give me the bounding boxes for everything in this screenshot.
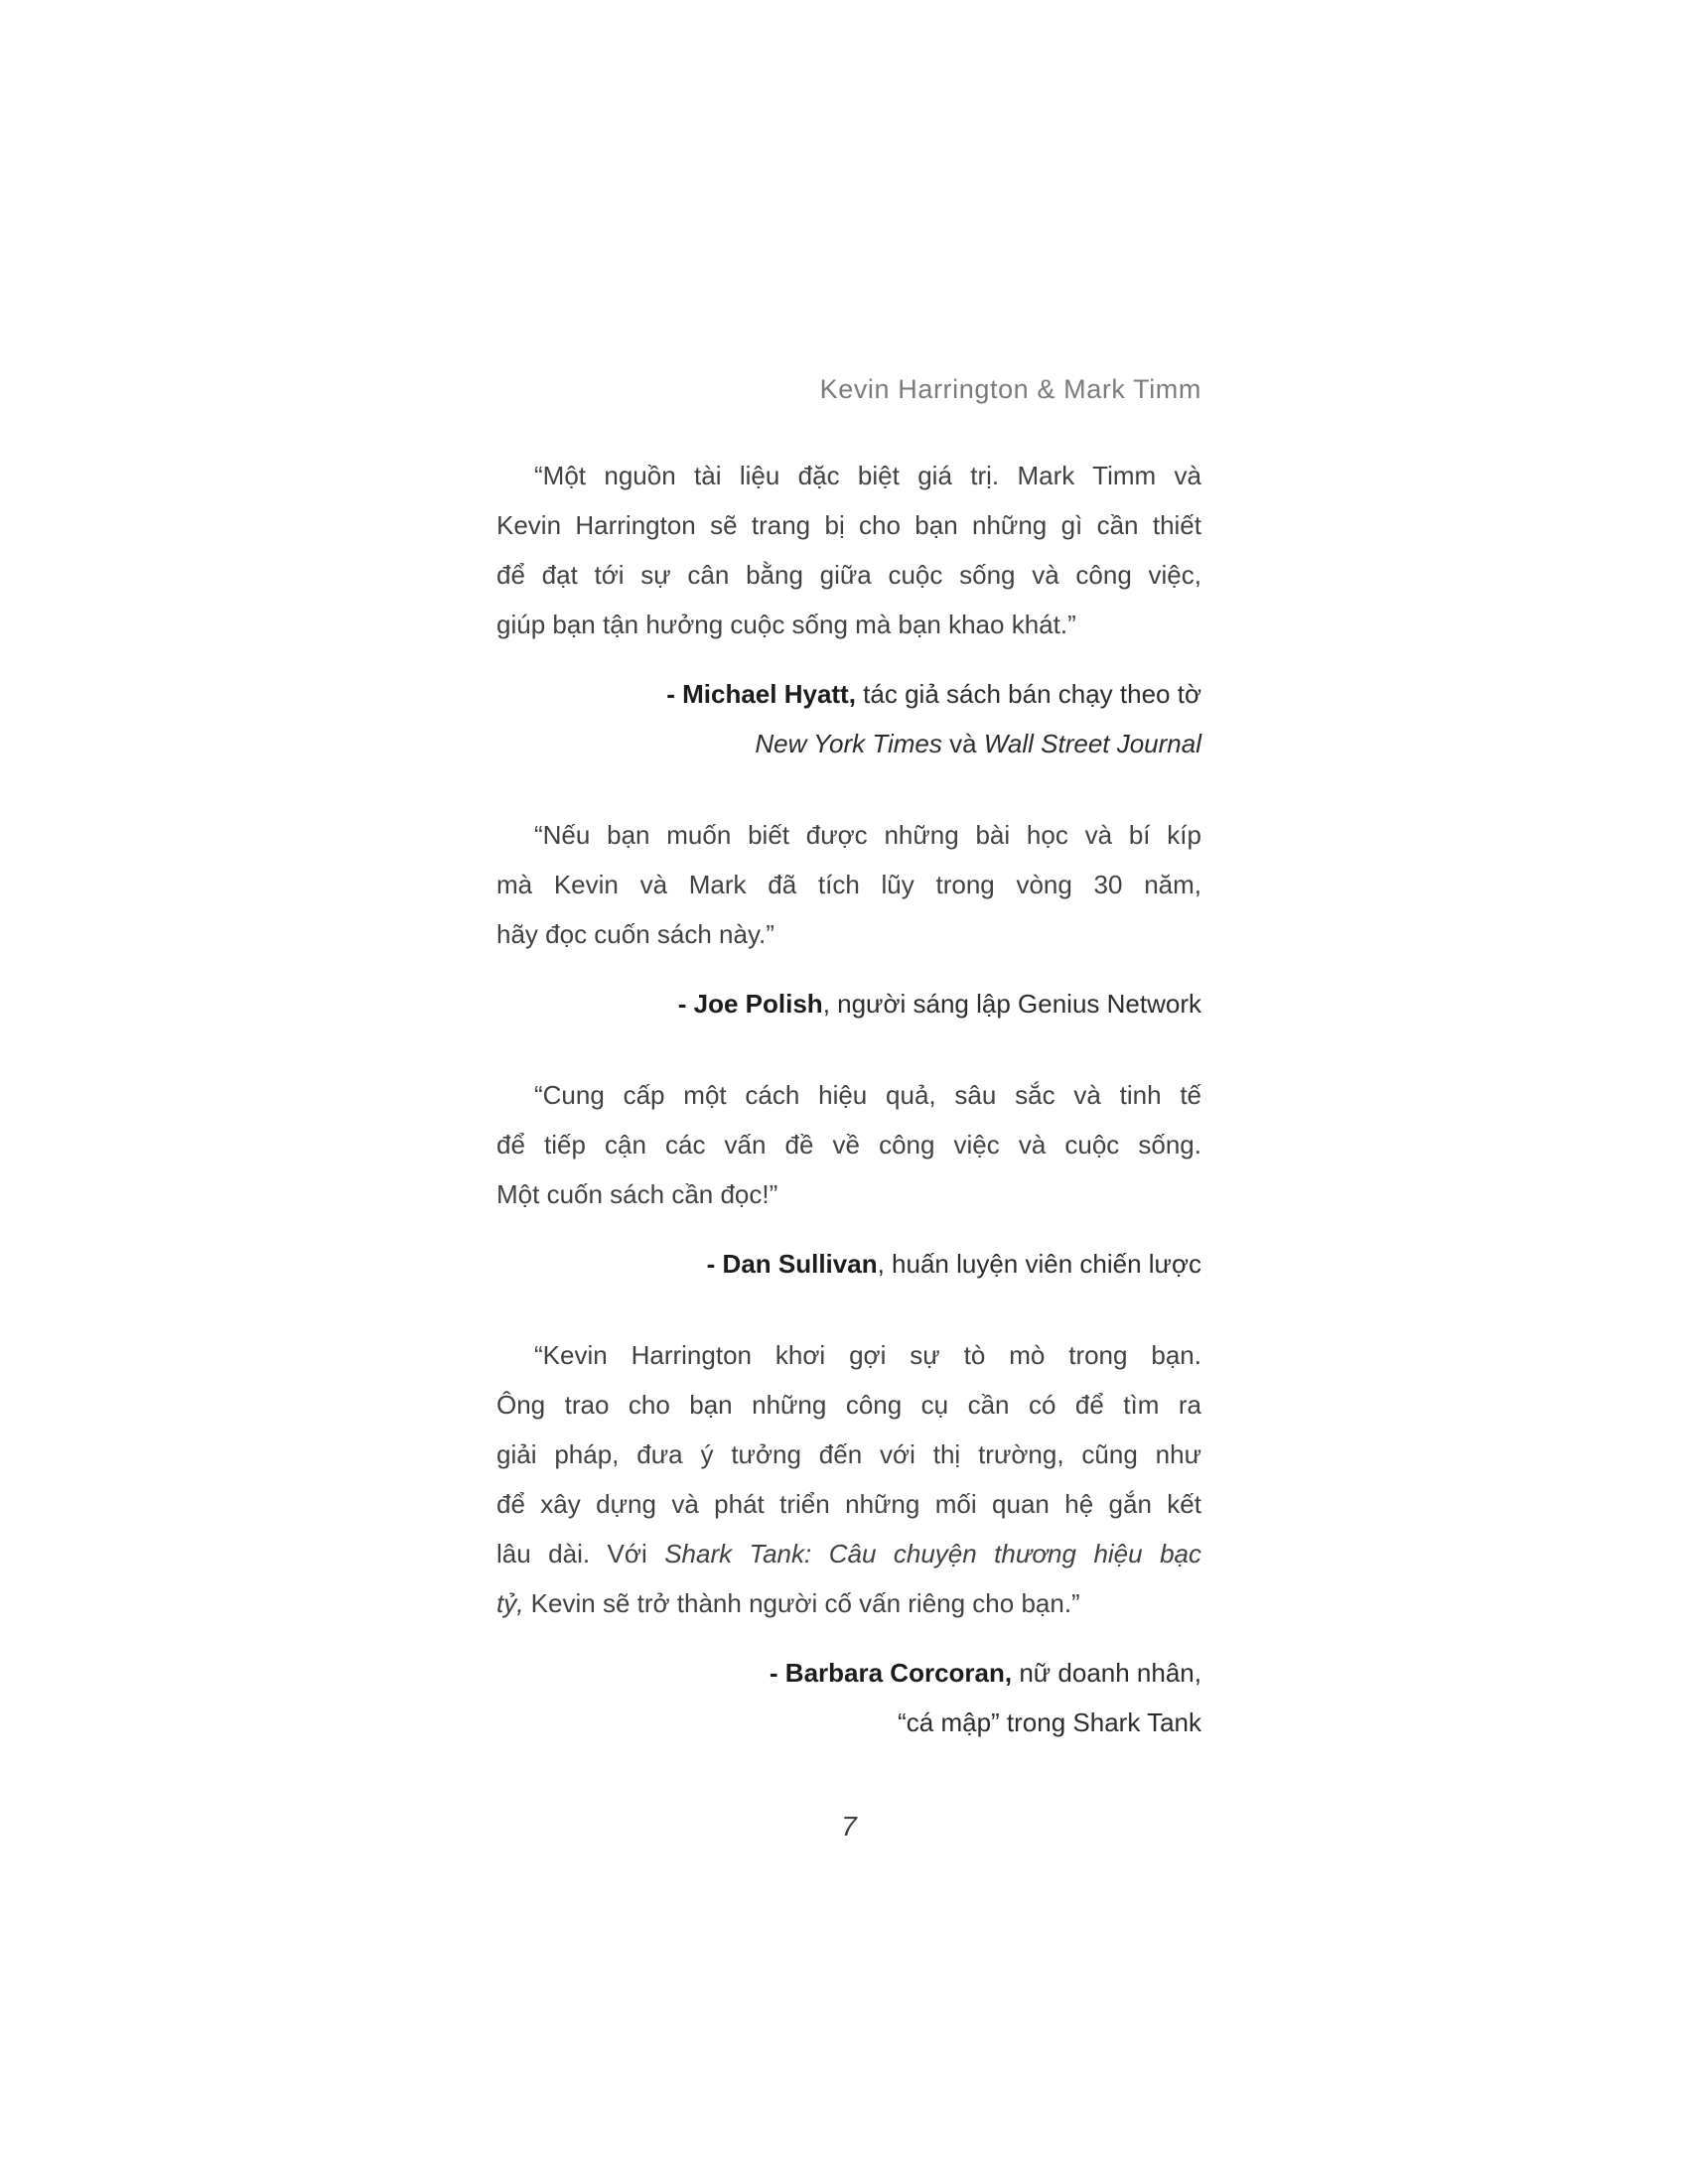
text-segment: tỷ, <box>496 1588 524 1618</box>
text-segment: nữ doanh nhân, <box>1012 1658 1201 1688</box>
attribution <box>496 669 1201 768</box>
running-head: Kevin Harrington & Mark Timm <box>819 374 1201 404</box>
attribution-line <box>496 669 1201 719</box>
text-segment: Một cuốn sách cần đọc!” <box>496 1179 778 1209</box>
attribution-line <box>496 719 1201 768</box>
attribution-line <box>496 1648 1201 1698</box>
text-segment: giải pháp, đưa ý tưởng đến với thị trường, cũng như <box>496 1439 1201 1469</box>
testimonial <box>496 810 1201 1028</box>
quote-line <box>496 550 1201 600</box>
text-segment: lâu dài. Với <box>496 1539 665 1569</box>
text-segment: , huấn luyện viên chiến lược <box>877 1249 1201 1279</box>
quote-line <box>496 1330 1201 1380</box>
text-segment: và <box>941 729 984 758</box>
quote-line <box>496 1169 1201 1219</box>
attribution <box>496 1648 1201 1747</box>
quote-line <box>496 860 1201 909</box>
quote <box>496 1070 1201 1219</box>
quote-line <box>496 1380 1201 1430</box>
text-segment: “Cung cấp một cách hiệu quả, sâu sắc và tinh tế <box>534 1080 1201 1110</box>
text-segment: để tiếp cận các vấn đề về công việc và cuộc sống. <box>496 1130 1201 1160</box>
text-segment: hãy đọc cuốn sách này.” <box>496 919 774 949</box>
text-segment: để đạt tới sự cân bằng giữa cuộc sống và công việc, <box>496 560 1201 590</box>
attribution-line <box>496 1698 1201 1747</box>
quote-line <box>496 1430 1201 1479</box>
quote-line <box>496 1479 1201 1529</box>
testimonial <box>496 1070 1201 1289</box>
text-segment: Kevin sẽ trở thành người cố vấn riêng cho bạn.” <box>523 1588 1080 1618</box>
text-segment: - Barbara Corcoran, <box>769 1658 1013 1688</box>
page-number: 7 <box>841 1811 857 1842</box>
testimonial <box>496 451 1201 768</box>
attribution <box>496 979 1201 1028</box>
text-segment: giúp bạn tận hưởng cuộc sống mà bạn khao khát.” <box>496 610 1076 639</box>
text-segment: để xây dựng và phát triển những mối quan hệ gắn kết <box>496 1489 1201 1519</box>
text-segment: - Dan Sullivan <box>706 1249 878 1279</box>
text-segment: “Nếu bạn muốn biết được những bài học và bí kíp <box>534 820 1201 850</box>
attribution <box>496 1239 1201 1289</box>
text-segment: Ông trao cho bạn những công cụ cần có để tìm ra <box>496 1390 1201 1420</box>
quote-line <box>496 600 1201 649</box>
quote-line <box>496 909 1201 959</box>
text-block <box>496 0 1201 1851</box>
quote <box>496 1330 1201 1628</box>
testimonial <box>496 1330 1201 1747</box>
text-segment: - Joe Polish <box>677 989 823 1019</box>
text-segment: Shark Tank: Câu chuyện thương hiệu bạc <box>664 1539 1201 1569</box>
quote-line <box>496 451 1201 500</box>
text-segment: Kevin Harrington sẽ trang bị cho bạn những gì cần thiết <box>496 510 1201 540</box>
text-segment: “Một nguồn tài liệu đặc biệt giá trị. Mark Timm và <box>534 461 1201 490</box>
attribution-line <box>496 979 1201 1028</box>
quote-line <box>496 1529 1201 1578</box>
text-segment: , người sáng lập Genius Network <box>822 989 1201 1019</box>
text-segment: mà Kevin và Mark đã tích lũy trong vòng 30 năm, <box>496 870 1201 899</box>
text-segment: tác giả sách bán chạy theo tờ <box>855 679 1201 709</box>
quote-line <box>496 500 1201 550</box>
quote-line <box>496 1070 1201 1120</box>
quote-line <box>496 1120 1201 1169</box>
testimonials-list <box>496 451 1201 1747</box>
text-segment: - Michael Hyatt, <box>666 679 856 709</box>
text-segment: Wall Street Journal <box>983 729 1201 758</box>
quote <box>496 451 1201 649</box>
text-segment: “cá mập” trong Shark Tank <box>898 1707 1201 1737</box>
quote <box>496 810 1201 959</box>
quote-line <box>496 810 1201 860</box>
text-segment: New York Times <box>755 729 942 758</box>
attribution-line <box>496 1239 1201 1289</box>
text-segment: “Kevin Harrington khơi gợi sự tò mò trong bạn. <box>534 1340 1201 1370</box>
quote-line <box>496 1578 1201 1628</box>
